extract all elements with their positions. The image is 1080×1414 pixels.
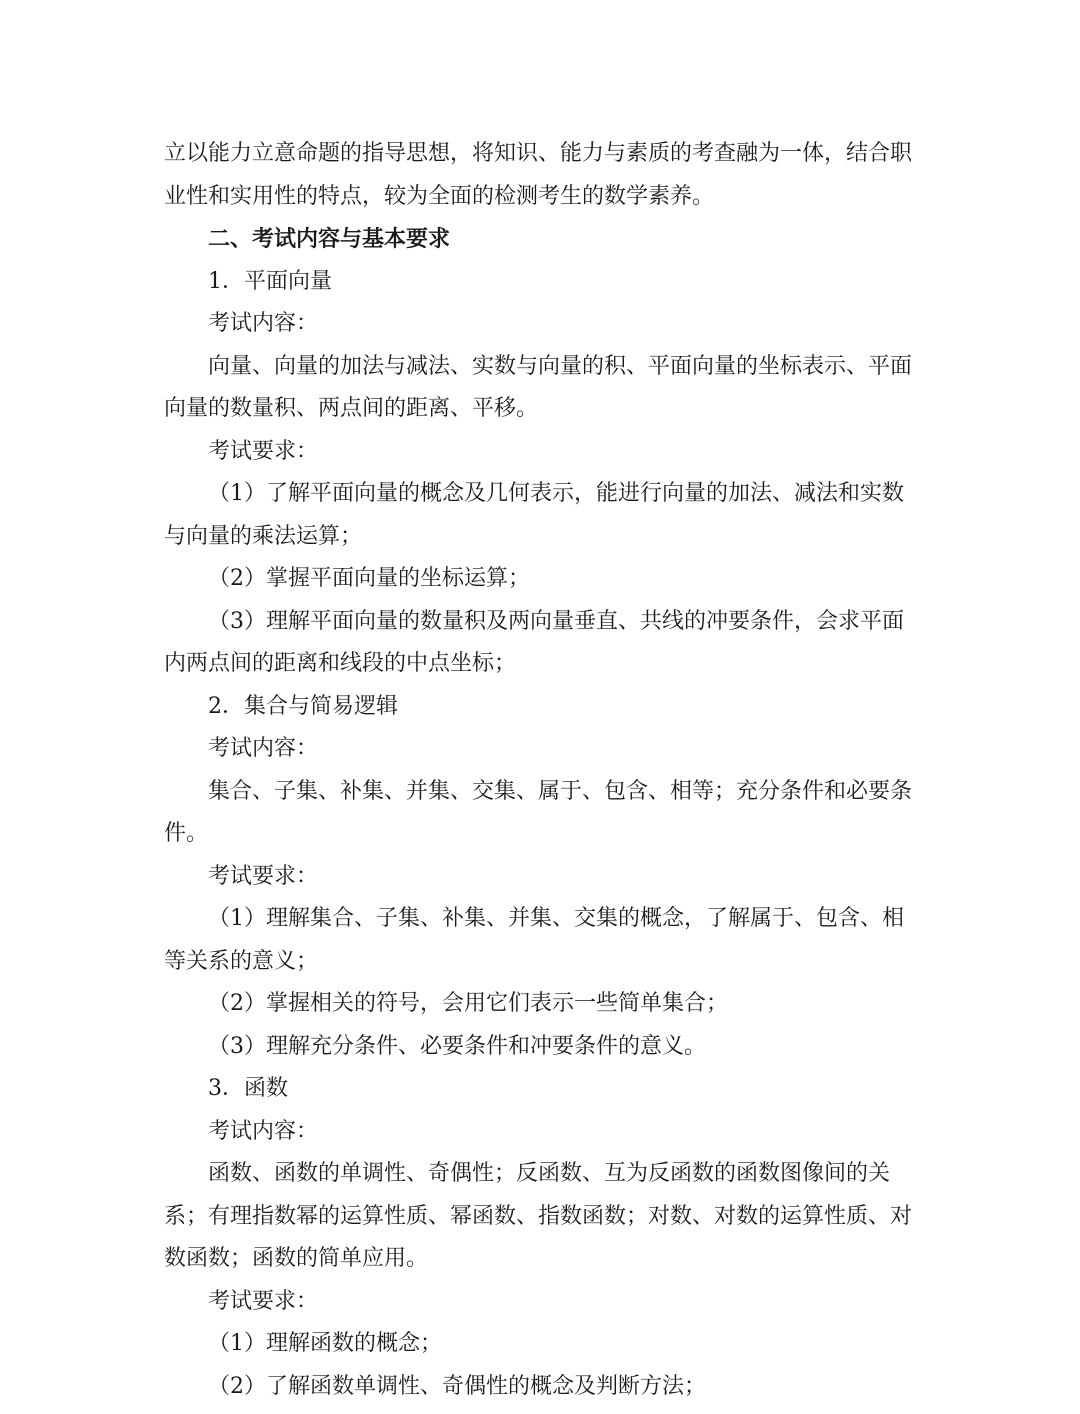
label-exam-content: 考试内容： [208,736,319,761]
subsection-title-sets-logic: 2．集合与简易逻辑 [208,693,398,719]
label-exam-requirements: 考试要求： [208,438,319,464]
paragraph-intro-continued: 立以能力立意命题的指导思想，将知识、能力与素质的考查融为一体，结合职业性和实用性的特点，较为全面的检测考生的数学素养。 [164,141,913,209]
label-exam-requirements: 考试要求： [208,1288,319,1314]
paragraph-vectors-content: 向量、向量的加法与减法、实数与向量的积、平面向量的坐标表示、平面向量的数量积、两点间的距离、平移。 [164,353,913,421]
requirement-item: （2）掌握平面向量的坐标运算； [208,566,530,591]
requirement-item: （3）理解平面向量的数量积及两向量垂直、共线的冲要条件，会求平面内两点间的距离和线段的中点坐标； [164,608,904,676]
label-exam-content: 考试内容： [208,1118,319,1144]
label-exam-content: 考试内容： [208,311,319,336]
label-exam-requirements: 考试要求： [208,863,319,889]
subsection-title-functions: 3．函数 [208,1076,288,1101]
requirement-item: （1）理解函数的概念； [208,1331,442,1356]
subsection-title-plane-vectors: 1．平面向量 [208,268,332,294]
paragraph-sets-content: 集合、子集、补集、并集、交集、属于、包含、相等；充分条件和必要条件。 [164,778,913,846]
requirement-item: （1）理解集合、子集、补集、并集、交集的概念，了解属于、包含、相等关系的意义； [164,906,904,974]
section-heading-exam-content: 二、考试内容与基本要求 [208,226,451,252]
requirement-item: （2）掌握相关的符号，会用它们表示一些简单集合； [208,991,728,1016]
requirement-item: （3）理解充分条件、必要条件和冲要条件的意义。 [208,1033,706,1059]
document-body [164,133,920,1408]
requirement-item: （2）了解函数单调性、奇偶性的概念及判断方法； [208,1373,706,1399]
paragraph-functions-content: 函数、函数的单调性、奇偶性；反函数、互为反函数的函数图像间的关系；有理指数幂的运算性质、幂函数、指数函数；对数、对数的运算性质、对数函数；函数的简单应用。 [164,1161,913,1271]
requirement-item: （1）了解平面向量的概念及几何表示，能进行向量的加法、减法和实数与向量的乘法运算； [164,481,904,549]
